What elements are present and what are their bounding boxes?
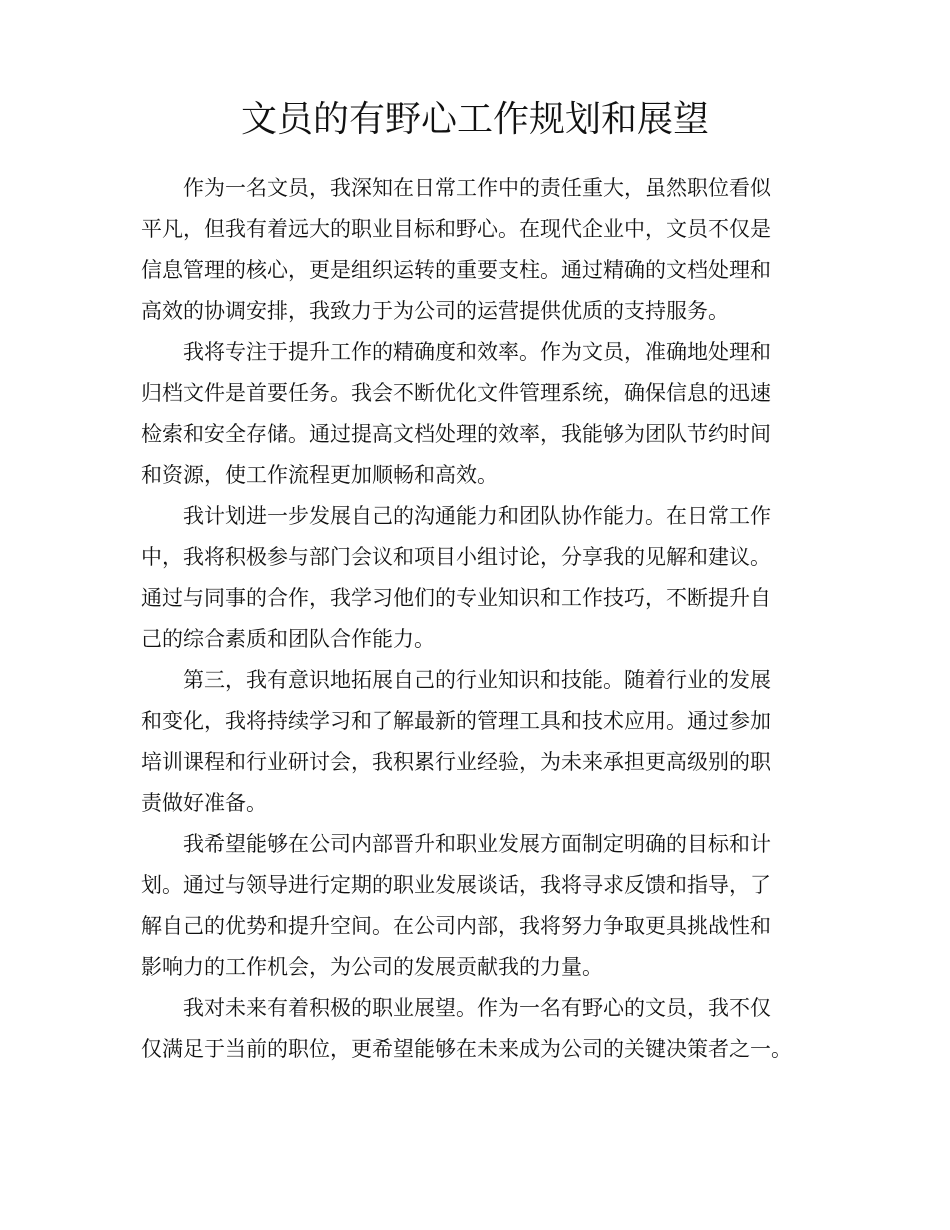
paragraph-line: 通过与同事的合作，我学习他们的专业知识和工作技巧，不断提升自 (141, 586, 771, 610)
paragraph-line: 平凡，但我有着远大的职业目标和野心。在现代企业中，文员不仅是 (141, 217, 771, 241)
paragraph-3 (141, 496, 841, 660)
paragraph-line: 检索和安全存储。通过提高文档处理的效率，我能够为团队节约时间 (141, 422, 771, 446)
paragraph-line: 第三，我有意识地拓展自己的行业知识和技能。随着行业的发展 (183, 668, 771, 692)
paragraph-line: 信息管理的核心，更是组织运转的重要支柱。通过精确的文档处理和 (141, 258, 771, 282)
paragraph-6 (141, 988, 841, 1070)
paragraph-line: 中，我将积极参与部门会议和项目小组讨论，分享我的见解和建议。 (141, 545, 771, 569)
document-title: 文员的有野心工作规划和展望 (240, 99, 709, 140)
paragraph-line: 高效的协调安排，我致力于为公司的运营提供优质的支持服务。 (141, 299, 729, 323)
paragraph-line: 归档文件是首要任务。我会不断优化文件管理系统，确保信息的迅速 (141, 381, 771, 405)
paragraph-line: 责做好准备。 (141, 791, 267, 815)
document-body (141, 168, 841, 1070)
paragraph-2 (141, 332, 841, 496)
paragraph-line: 培训课程和行业研讨会，我积累行业经验，为未来承担更高级别的职 (141, 750, 771, 774)
paragraph-line: 我希望能够在公司内部晋升和职业发展方面制定明确的目标和计 (183, 832, 771, 856)
paragraph-line: 我将专注于提升工作的精确度和效率。作为文员，准确地处理和 (183, 340, 771, 364)
paragraph-line: 我对未来有着积极的职业展望。作为一名有野心的文员，我不仅 (183, 996, 771, 1020)
paragraph-line: 划。通过与领导进行定期的职业发展谈话，我将寻求反馈和指导，了 (141, 873, 771, 897)
paragraph-5 (141, 824, 841, 988)
paragraph-line: 和变化，我将持续学习和了解最新的管理工具和技术应用。通过参加 (141, 709, 771, 733)
paragraph-line: 解自己的优势和提升空间。在公司内部，我将努力争取更具挑战性和 (141, 914, 771, 938)
paragraph-line: 和资源，使工作流程更加顺畅和高效。 (141, 463, 498, 487)
paragraph-line: 己的综合素质和团队合作能力。 (141, 627, 435, 651)
paragraph-line: 仅满足于当前的职位，更希望能够在未来成为公司的关键决策者之一。 (141, 1037, 792, 1061)
paragraph-4 (141, 660, 841, 824)
paragraph-line: 作为一名文员，我深知在日常工作中的责任重大，虽然职位看似 (183, 176, 771, 200)
paragraph-line: 我计划进一步发展自己的沟通能力和团队协作能力。在日常工作 (183, 504, 771, 528)
paragraph-line: 影响力的工作机会，为公司的发展贡献我的力量。 (141, 955, 603, 979)
paragraph-1 (141, 168, 841, 332)
